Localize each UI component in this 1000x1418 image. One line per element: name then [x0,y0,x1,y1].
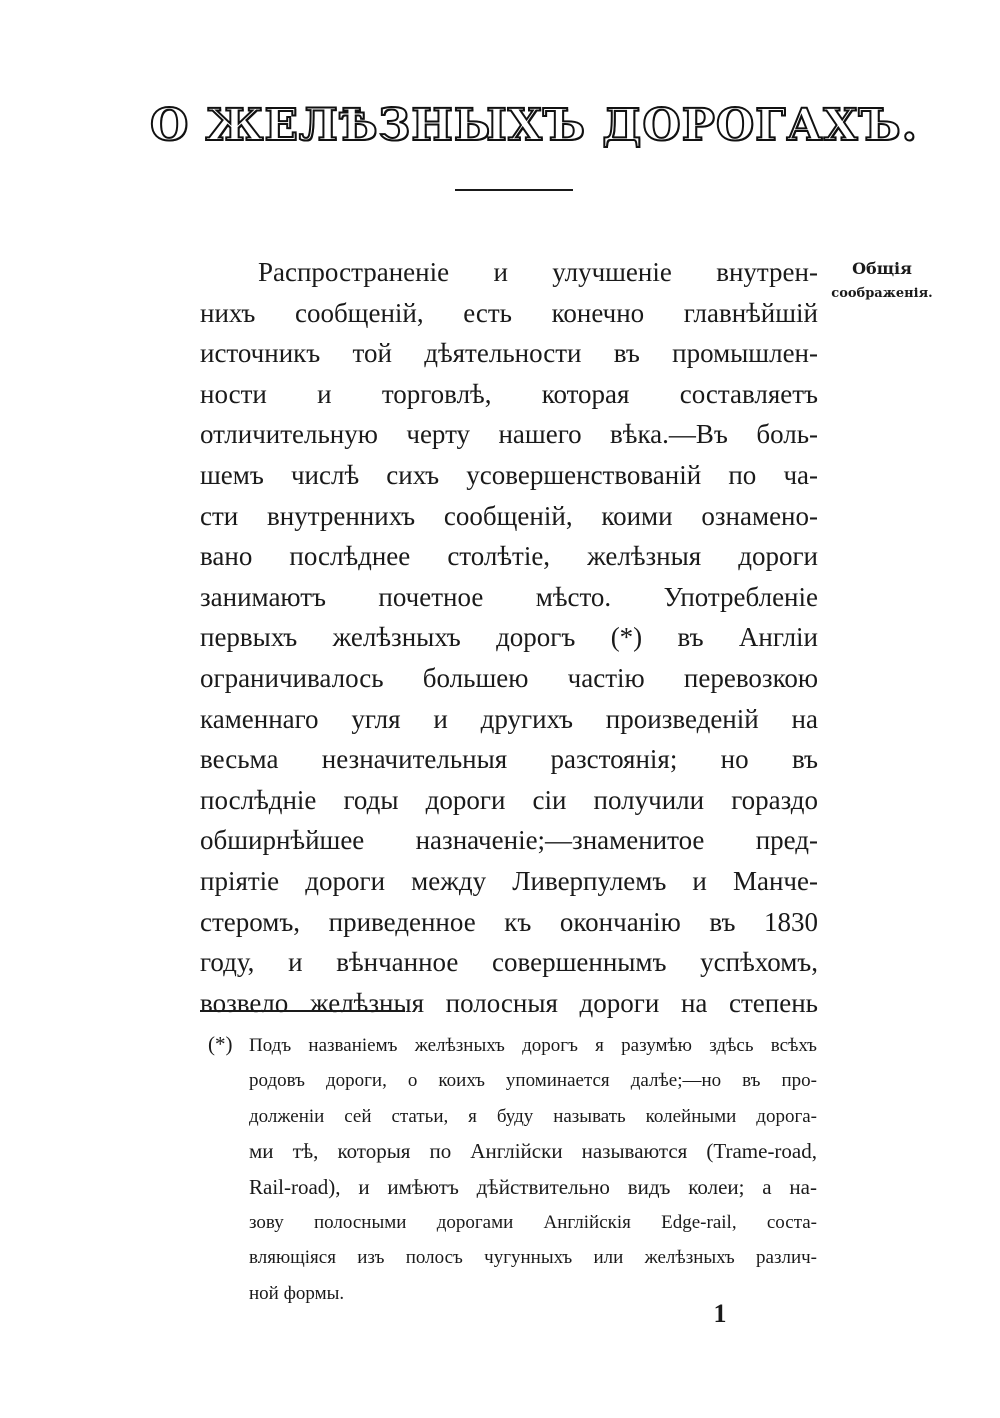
footnote-line: ми тѣ, которыя по Англійски называются (Trame-road, [249,1139,817,1164]
body-line: шемъ числѣ сихъ усовершенствованій по ча- [200,459,818,490]
footnote-line: долженіи сей статьи, я буду называть колейными дорога- [249,1105,817,1127]
body-line: году, и вѣнчанное совершеннымъ успѣхомъ, [200,947,818,978]
body-line: ности и торговлѣ, которая составляетъ [200,378,818,409]
body-line: пріятіе дороги между Ливерпулемъ и Манче- [200,865,818,896]
body-line: сти внутреннихъ сообщеній, коими ознамено- [200,500,818,531]
body-line: Распространеніе и улучшеніе внутрен- [258,257,818,287]
body-line: стеромъ, приведенное къ окончанію въ 1830 [200,906,818,937]
footnote-line: вляющіяся изъ полосъ чугунныхъ или желѣзныхъ различ- [249,1247,817,1269]
title-divider [455,189,573,191]
body-line: занимаютъ почетное мѣсто. Употребленіе [200,581,818,612]
margin-note-line-1: Общія [852,259,912,278]
chapter-title: О ЖЕЛѢЗНЫХЪ ДОРОГАХЪ. [150,100,918,151]
footnote [249,1028,817,1311]
body-line: возвело желѣзныя полосныя дороги на степень [200,987,818,1018]
footnote-divider [200,1010,405,1012]
body-line: вано послѣднее столѣтіе, желѣзныя дороги [200,541,818,572]
margin-note [827,255,937,305]
body-line: послѣдніе годы дороги сіи получили гораздо [200,784,818,815]
footnote-line: ной формы. [249,1282,345,1304]
body-line: каменнаго угля и другихъ произведеній на [200,703,818,734]
main-paragraph [200,252,818,1023]
footnote-line: зову полосными дорогами Англійскія Edge-rail, соста- [249,1211,817,1233]
body-line: ограничивалось большею частію перевозкою [200,662,818,693]
footnote-line: родовъ дороги, о коихъ упоминается далѣе;—но въ про- [249,1070,817,1092]
body-line: весьма незначительныя разстоянія; но въ [200,744,818,775]
body-line: нихъ сообщеній, есть конечно главнѣйшій [200,297,818,328]
footnote-line: Подъ названіемъ желѣзныхъ дорогъ я разумѣю здѣсь всѣхъ [249,1035,817,1056]
margin-note-line-2: соображенія. [831,286,933,301]
footnote-line: Rail-road), и имѣютъ дѣйствительно видъ колеи; а на- [249,1174,817,1199]
page-number: 1 [713,1299,727,1328]
body-line: отличительную черту нашего вѣка.—Въ боль- [200,419,818,450]
footnote-marker: (*) [208,1032,233,1056]
body-line: источникъ той дѣятельности въ промышлен- [200,338,818,369]
body-line: первыхъ желѣзныхъ дорогъ (*) въ Англіи [200,622,818,653]
body-line: обширнѣйшее назначеніе;—знаменитое пред- [200,825,818,856]
